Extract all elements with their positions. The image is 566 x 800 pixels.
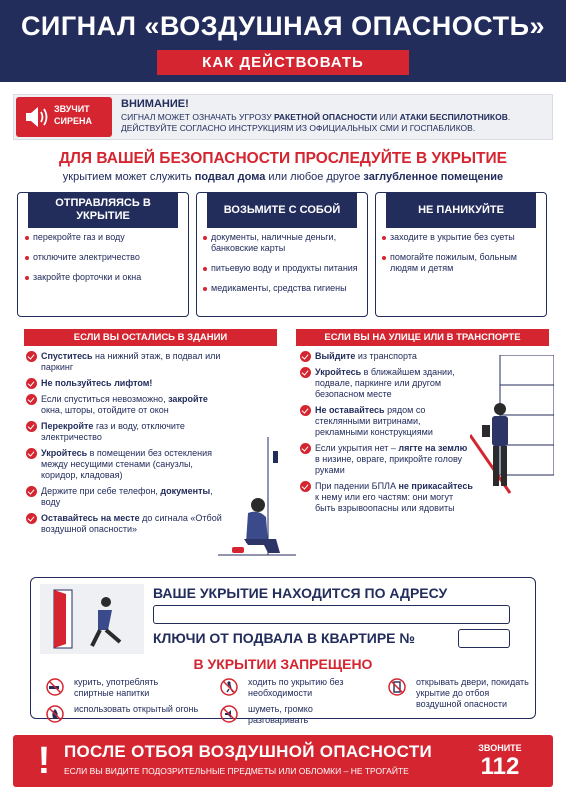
check-icon: [26, 351, 37, 362]
list-item: закройте форточки и окна: [25, 272, 185, 283]
shelter-address-field[interactable]: [153, 605, 510, 624]
list-item: помогайте пожилым, больным людям и детям: [382, 252, 542, 274]
no-fire-icon: [46, 705, 64, 723]
safety-subheading: укрытием может служить подвал дома или любое другое заглубленное помещение: [62, 171, 504, 183]
forbidden-item: курить, употреблять спиртные напитки: [74, 677, 159, 698]
check-icon: [300, 443, 311, 454]
forbidden-item: использовать открытый огонь: [74, 704, 199, 714]
check-icon: [26, 378, 37, 389]
footer-heading: ПОСЛЕ ОТБОЯ ВОЗДУШНОЙ ОПАСНОСТИ: [64, 742, 433, 761]
list-item: Выйдите из транспорта: [300, 351, 474, 362]
exclamation-icon: !: [37, 740, 51, 782]
column-title-take: ВОЗЬМИТЕ С СОБОЙ: [207, 192, 357, 228]
list-item: Спуститесь на нижний этаж, в подвал или паркинг: [26, 351, 226, 373]
check-icon: [300, 351, 311, 362]
safety-heading: ДЛЯ ВАШЕЙ БЕЗОПАСНОСТИ ПРОСЛЕДУЙТЕ В УКРЫТИЕ: [58, 150, 508, 167]
forbidden-item: ходить по укрытию без необходимости: [248, 677, 344, 698]
check-icon: [26, 448, 37, 459]
check-icon: [26, 421, 37, 432]
warning-heading: ВНИМАНИЕ!: [121, 98, 189, 110]
list-item: отключите электричество: [25, 252, 185, 263]
check-icon: [300, 405, 311, 416]
running-person-door-illustration: [40, 584, 144, 654]
shelter-address-label: ВАШЕ УКРЫТИЕ НАХОДИТСЯ ПО АДРЕСУ: [153, 585, 448, 601]
column-list-take: [203, 232, 365, 303]
column-list-go: [25, 232, 185, 292]
forbidden-item: открывать двери, покидать укрытие до отбоя воздушной опасности: [416, 677, 529, 709]
warning-text: СИГНАЛ МОЖЕТ ОЗНАЧАТЬ УГРОЗУ РАКЕТНОЙ ОПАСНОСТИ ИЛИ АТАКИ БЕСПИЛОТНИКОВ. ДЕЙСТВУЙТЕ СОГЛАСНО ИНСТРУКЦИЯМ ИЗ ОФИЦИАЛЬНЫХ СМИ И ГОСПАБЛИКОВ.: [121, 112, 511, 133]
list-item: Не оставайтесь рядом со стеклянными витринами, рекламными конструкциями: [300, 405, 474, 438]
street-person-illustration: [470, 355, 554, 495]
siren-label: ЗВУЧИТ СИРЕНА: [54, 104, 92, 126]
list-item: Если укрытия нет – лягте на землю в низине, овраге, прикройте голову руками: [300, 443, 474, 476]
list-item: Не пользуйтесь лифтом!: [26, 378, 226, 389]
megaphone-icon: [23, 102, 49, 132]
page-subtitle: КАК ДЕЙСТВОВАТЬ: [157, 50, 409, 75]
list-item: Если спуститься невозможно, закройте окна, шторы, отойдите от окон: [26, 394, 226, 416]
list-item: питьевую воду и продукты питания: [203, 263, 365, 274]
no-noise-icon: [220, 705, 238, 723]
basement-keys-label: КЛЮЧИ ОТ ПОДВАЛА В КВАРТИРЕ №: [153, 630, 416, 646]
check-icon: [26, 486, 37, 497]
column-title-calm: НЕ ПАНИКУЙТЕ: [386, 192, 536, 228]
list-item: перекройте газ и воду: [25, 232, 185, 243]
check-icon: [26, 394, 37, 405]
apartment-number-field[interactable]: [458, 629, 510, 648]
forbidden-heading: В УКРЫТИИ ЗАПРЕЩЕНО: [193, 656, 373, 672]
column-list-calm: [382, 232, 542, 283]
list-item: Укройтесь в помещении без остекления между несущими стенами (санузлы, коридор, кладовая): [26, 448, 226, 481]
no-smoking-icon: [46, 678, 64, 696]
street-instructions: [300, 351, 474, 519]
column-title-go: ОТПРАВЛЯЯСЬ В УКРЫТИЕ: [28, 192, 178, 228]
footer-subheading: ЕСЛИ ВЫ ВИДИТЕ ПОДОЗРИТЕЛЬНЫЕ ПРЕДМЕТЫ ИЛИ ОБЛОМКИ – НЕ ТРОГАЙТЕ: [64, 766, 409, 776]
check-icon: [26, 513, 37, 524]
building-section-title: ЕСЛИ ВЫ ОСТАЛИСЬ В ЗДАНИИ: [24, 329, 277, 346]
no-door-icon: [388, 678, 406, 696]
list-item: заходите в укрытие без суеты: [382, 232, 542, 243]
check-icon: [300, 481, 311, 492]
list-item: Оставайтесь на месте до сигнала «Отбой воздушной опасности»: [26, 513, 226, 535]
list-item: Держите при себе телефон, документы, воду: [26, 486, 226, 508]
list-item: Укройтесь в ближайшем здании, подвале, паркинге или другом безопасном месте: [300, 367, 474, 400]
forbidden-item: шуметь, громко разговаривать: [248, 704, 313, 725]
list-item: Перекройте газ и воду, отключите электричество: [26, 421, 226, 443]
no-walking-icon: [220, 678, 238, 696]
check-icon: [300, 367, 311, 378]
page-title: СИГНАЛ «ВОЗДУШНАЯ ОПАСНОСТЬ»: [20, 11, 546, 41]
call-label: ЗВОНИТЕ: [478, 743, 522, 753]
sheltering-person-illustration: [218, 435, 298, 565]
list-item: медикаменты, средства гигиены: [203, 283, 365, 294]
street-section-title: ЕСЛИ ВЫ НА УЛИЦЕ ИЛИ В ТРАНСПОРТЕ: [296, 329, 549, 346]
building-instructions: [26, 351, 226, 540]
emergency-number[interactable]: 112: [480, 753, 520, 780]
list-item: документы, наличные деньги, банковские карты: [203, 232, 365, 254]
list-item: При падении БПЛА не прикасайтесь к нему или его частям: они могут быть взрывоопасны или ядовиты: [300, 481, 474, 514]
